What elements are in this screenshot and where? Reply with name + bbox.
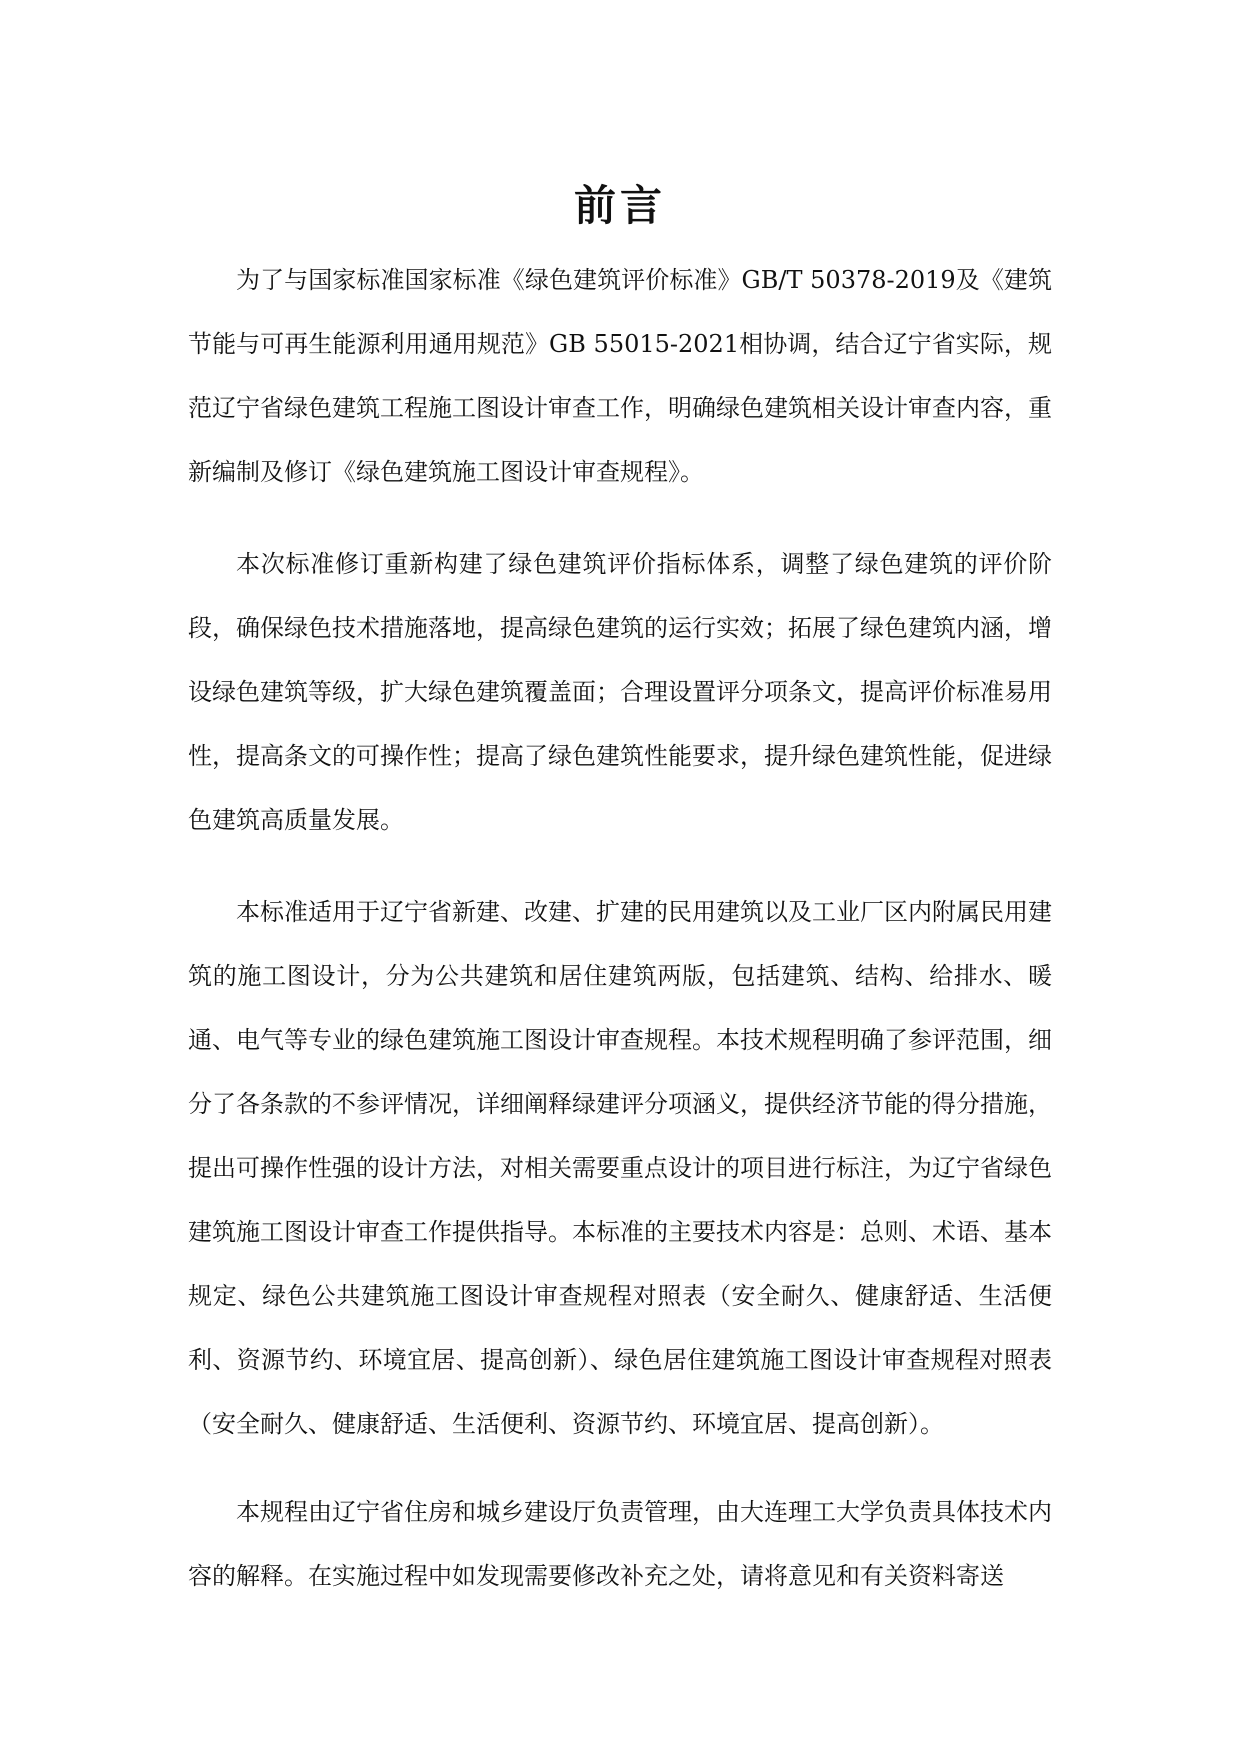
paragraph-4: 本规程由辽宁省住房和城乡建设厅负责管理，由大连理工大学负责具体技术内容的解释。在实施过程中如发现需要修改补充之处，请将意见和有关资料寄送 [188, 1498, 1052, 1590]
paragraph-1: 为了与国家标准国家标准《绿色建筑评价标准》GB/T 50378-2019及《建筑节能与可再生能源利用通用规范》GB 55015-2021相协调，结合辽宁省实际，规范辽宁省绿色建筑工程施工图设计审查工作，明确绿色建筑相关设计审查内容，重新编制及修订《绿色建筑施工图设计审查规程》。 [188, 266, 1052, 486]
paragraph-2: 本次标准修订重新构建了绿色建筑评价指标体系，调整了绿色建筑的评价阶段，确保绿色技术措施落地，提高绿色建筑的运行实效；拓展了绿色建筑内涵，增设绿色建筑等级，扩大绿色建筑覆盖面；合理设置评分项条文，提高评价标准易用性，提高条文的可操作性；提高了绿色建筑性能要求，提升绿色建筑性能，促进绿色建筑高质量发展。 [188, 550, 1052, 834]
page-title: 前言 [573, 181, 666, 231]
paragraph-3: 本标准适用于辽宁省新建、改建、扩建的民用建筑以及工业厂区内附属民用建筑的施工图设计，分为公共建筑和居住建筑两版，包括建筑、结构、给排水、暖通、电气等专业的绿色建筑施工图设计审查规程。本技术规程明确了参评范围，细分了各条款的不参评情况，详细阐释绿建评分项涵义，提供经济节能的得分措施，提出可操作性强的设计方法，对相关需要重点设计的项目进行标注，为辽宁省绿色建筑施工图设计审查工作提供指导。本标准的主要技术内容是：总则、术语、基本规定、绿色公共建筑施工图设计审查规程对照表（安全耐久、健康舒适、生活便利、资源节约、环境宜居、提高创新）、绿色居住建筑施工图设计审查规程对照表（安全耐久、健康舒适、生活便利、资源节约、环境宜居、提高创新）。 [188, 898, 1052, 1438]
